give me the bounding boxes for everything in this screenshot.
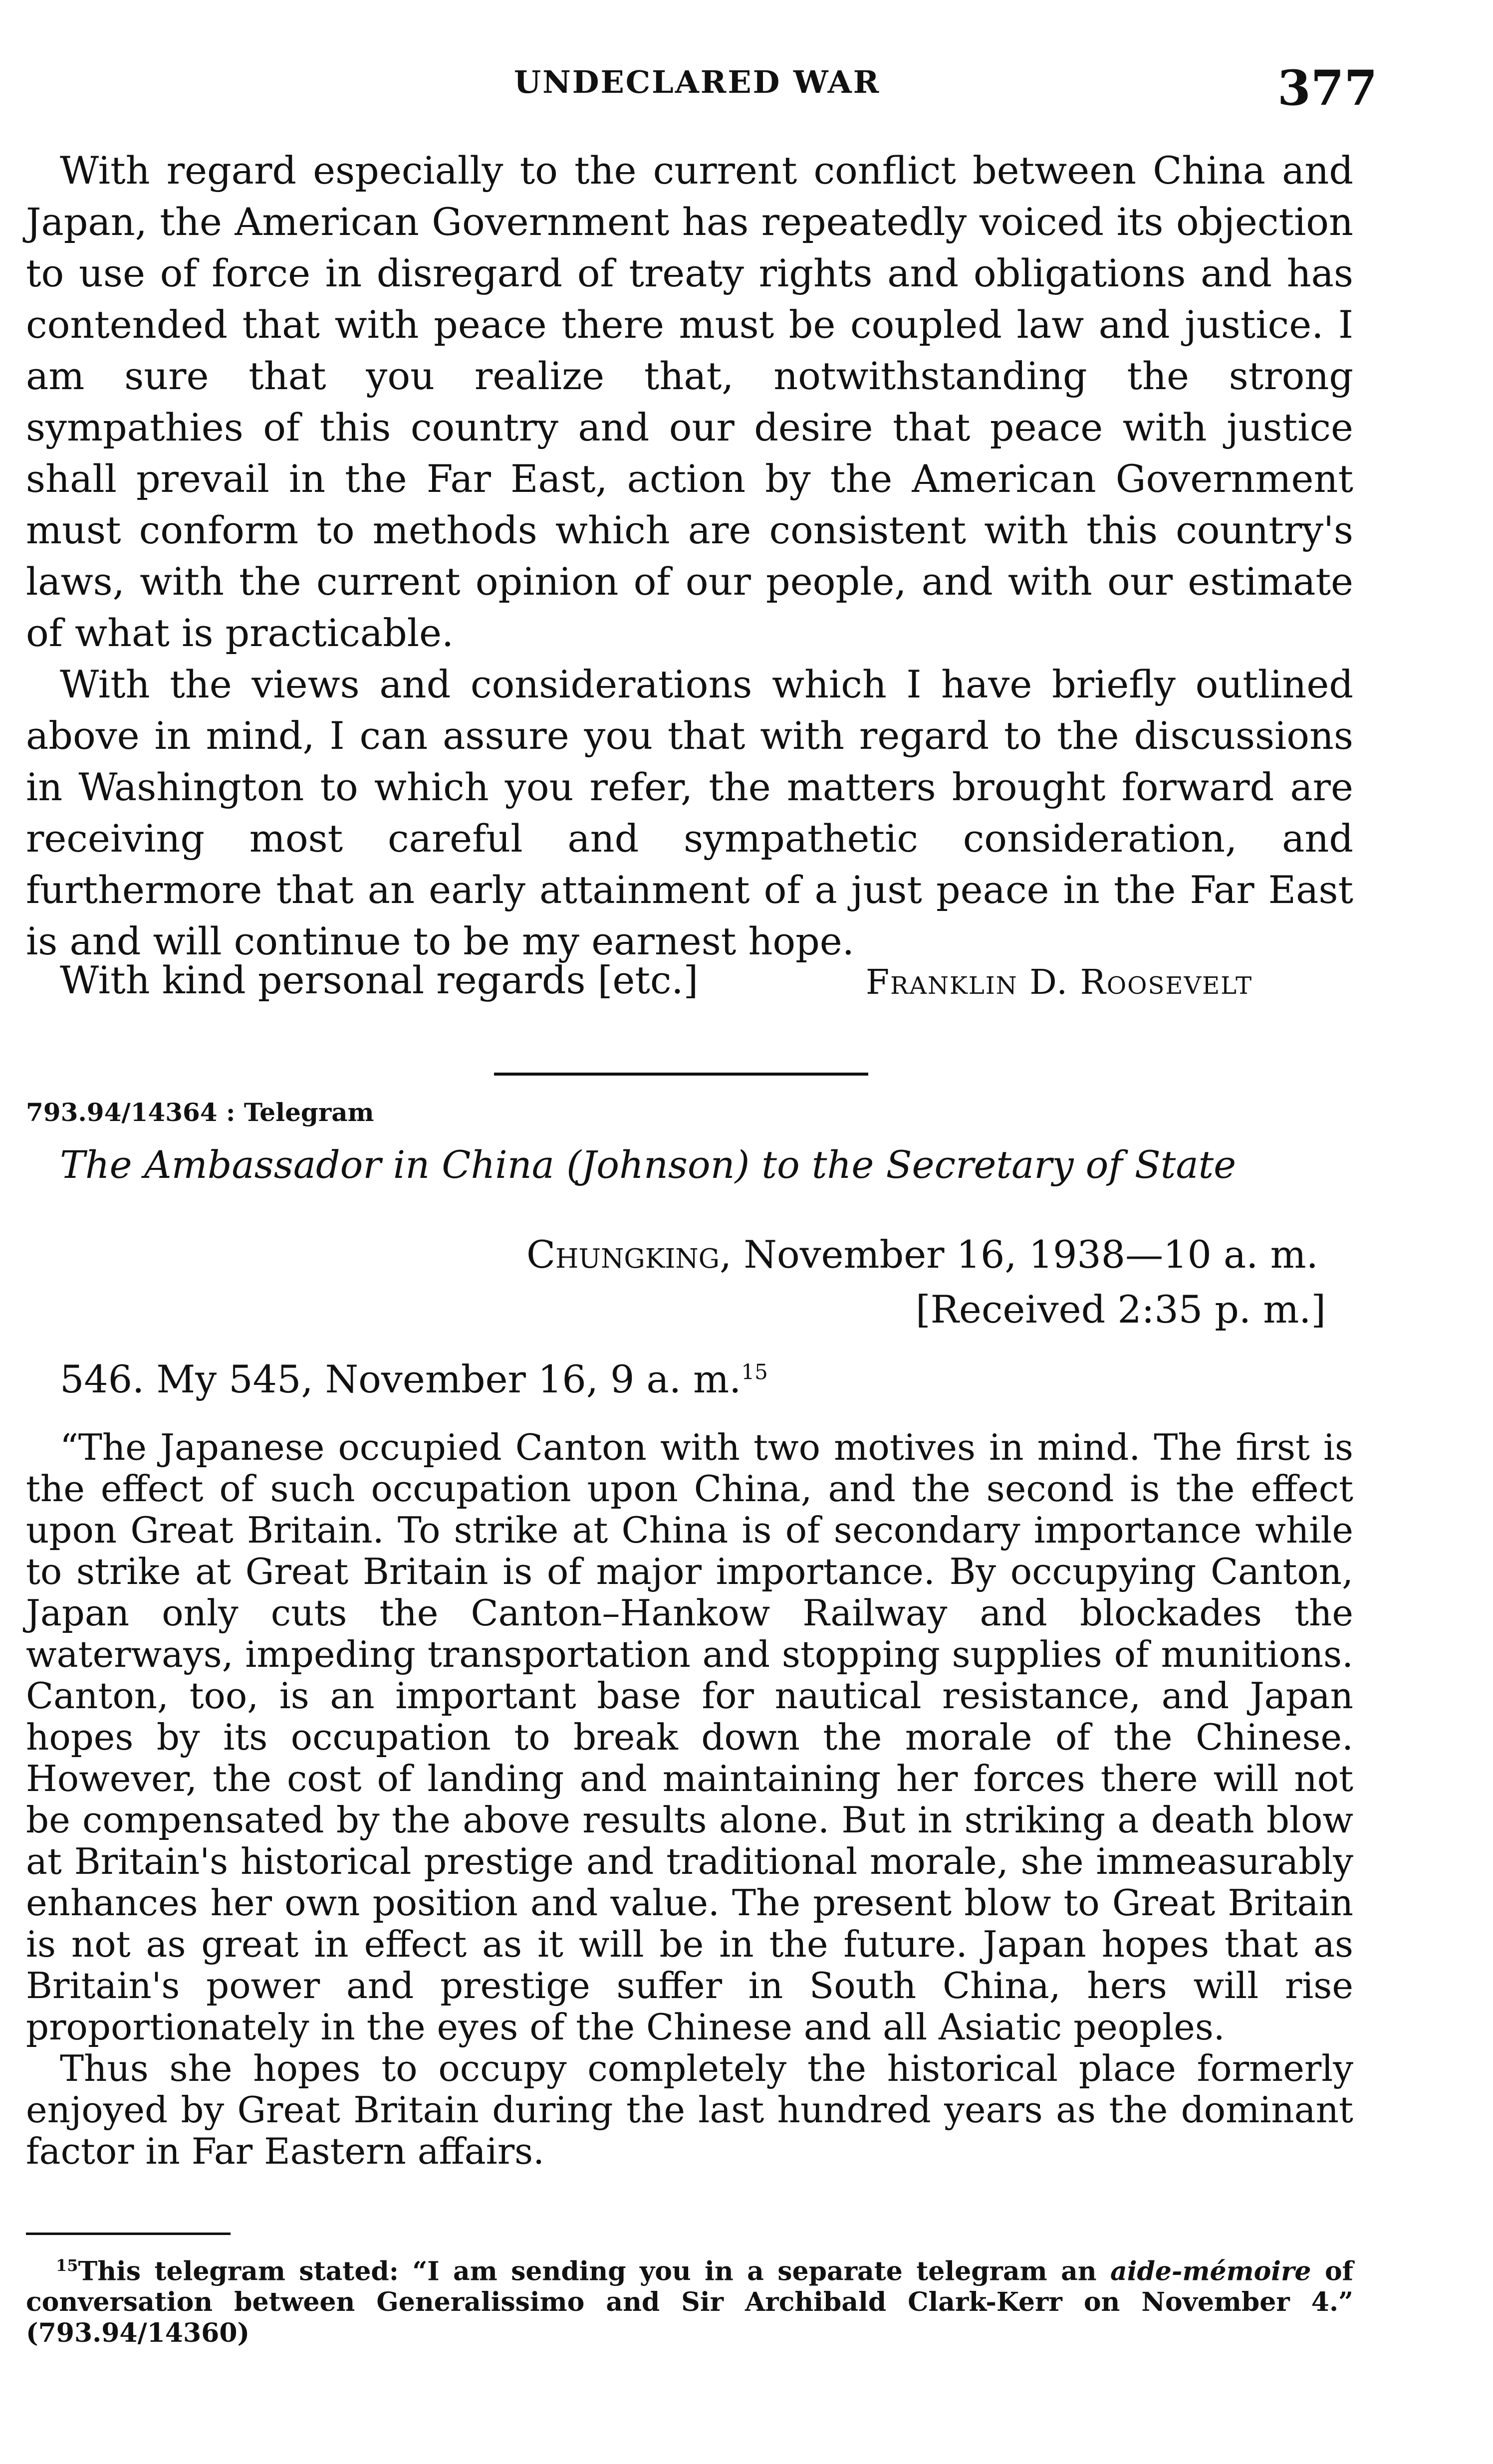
letter-paragraph-1: With regard especially to the current conflict between China and Japan, the American Government has repeatedly voiced its objection to use of force in disregard of treaty rights and obligations and has contended that with peace there must be coupled law and justice. I am sure that you realize that, notwithstanding the strong sympathies of this country and our desire that peace with justice shall prevail in the Far East, action by the American Government must conform to methods which are consistent with this country's laws, with the current opinion of our people, and with our estimate of what is practicable. <box>26 148 1353 655</box>
letter-body <box>26 145 1353 967</box>
footnote-text-start: This telegram stated: “I am sending you in a separate telegram an <box>78 2256 1110 2287</box>
footnote-marker: 15 <box>741 1359 768 1384</box>
document-heading: The Ambassador in China (Johnson) to the Secretary of State <box>60 1142 1237 1187</box>
place-date-line <box>526 1232 1318 1277</box>
footnote-divider <box>26 2233 231 2235</box>
telegram-number-line <box>60 1357 768 1401</box>
footnote-number: 15 <box>56 2256 78 2275</box>
page-number: 377 <box>1277 60 1378 116</box>
running-title: UNDECLARED WAR <box>514 64 881 100</box>
letter-closing: With kind personal regards [etc.] <box>60 958 699 1002</box>
place-name: Chungking, <box>526 1232 732 1277</box>
letter-paragraph-2: With the views and considerations which I have briefly outlined above in mind, I can assure you that with regard to the discussions in Washington to which you refer, the matters brought forward are receiving most careful and sympathetic consideration, and furthermore that an early attainment of a just peace in the Far East is and will continue to be my earnest hope. <box>26 662 1353 963</box>
section-divider <box>494 1073 868 1076</box>
footnote-text-end: of conversation between Generalissimo and Sir Archibald Clark-Kerr on November 4.” (793.94/14360) <box>26 2256 1354 2349</box>
dateline: November 16, 1938—10 a. m. <box>732 1232 1318 1277</box>
file-reference: 793.94/14364 : Telegram <box>26 1098 374 1127</box>
telegram-paragraph-2: Thus she hopes to occupy completely the historical place formerly enjoyed by Great Britain during the last hundred years as the dominant factor in Far Eastern affairs. <box>26 2047 1353 2172</box>
received-time: [Received 2:35 p. m.] <box>916 1287 1326 1332</box>
running-head <box>0 60 1493 115</box>
footnote <box>26 2250 1353 2349</box>
telegram-paragraph-1: “The Japanese occupied Canton with two motives in mind. The first is the effect of such occupation upon China, and the second is the effect upon Great Britain. To strike at China is of secondary importance while to strike at Great Britain is of major importance. By occupying Canton, Japan only cuts the Canton–Hankow Railway and blockades the waterways, impeding transportation and stopping supplies of munitions. Canton, too, is an important base for nautical resistance, and Japan hopes by its occupation to break down the morale of the Chinese. However, the cost of landing and maintaining her forces there will not be compensated by the above results alone. But in striking a death blow at Britain's historical prestige and traditional morale, she immeasurably enhances her own position and value. The present blow to Great Britain is not as great in effect as it will be in the future. Japan hopes that as Britain's power and prestige suffer in South China, hers will rise proportionately in the eyes of the Chinese and all Asiatic peoples. <box>26 1426 1353 2048</box>
signature: Franklin D. Roosevelt <box>866 963 1253 1002</box>
footnote-italic-term: aide-mémoire <box>1110 2256 1311 2287</box>
telegram-body <box>26 1427 1353 2172</box>
telegram-number: 546. My 545, November 16, 9 a. m. <box>60 1357 742 1401</box>
